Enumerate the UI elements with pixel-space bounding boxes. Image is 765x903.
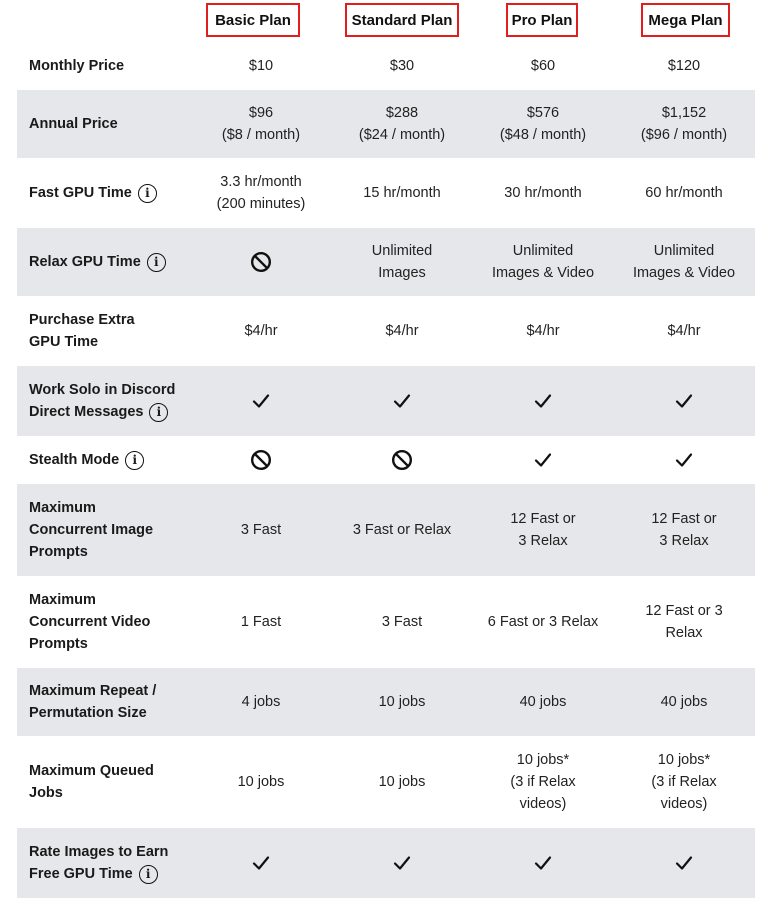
cell-basic: 3.3 hr/month (200 minutes) [216,174,306,212]
checkmark-icon [191,852,331,874]
cell-standard: 10 jobs [378,774,426,790]
row-label-text: Prompts [29,636,88,652]
info-icon[interactable]: i [125,451,144,470]
row-label-text: Prompts [29,544,88,560]
row-label-text: Permutation Size [29,705,147,721]
cell-pro: $576 ($48 / month) [499,105,587,143]
cell-standard: 3 Fast or Relax [352,522,452,538]
table-row [17,576,755,668]
table-row [17,668,755,736]
cell-standard: $4/hr [385,323,419,339]
row-label-text: Jobs [29,785,63,801]
row-label-text: Free GPU Time [29,866,133,882]
row-label-text: Maximum Queued [29,763,154,779]
row-label-text: GPU Time [29,334,99,350]
table-row [17,736,755,828]
info-icon[interactable]: i [138,184,157,203]
cell-pro: $60 [530,58,556,74]
cell-pro: 30 hr/month [504,185,582,201]
row-label-text: Maximum Repeat / [29,683,157,699]
plan-header-row [0,0,765,42]
row-label-text: Stealth Mode [29,452,120,468]
cell-mega: $120 [667,58,701,74]
checkmark-icon [332,852,472,874]
row-label-text: Work Solo in Discord [29,382,176,398]
row-label-text: Relax GPU Time [29,254,141,270]
cell-basic: 1 Fast [240,614,282,630]
table-row [17,90,755,158]
row-label-text: Concurrent Video [29,614,151,630]
info-icon[interactable]: i [147,253,166,272]
checkmark-icon [191,390,331,412]
cell-basic: 3 Fast [240,522,282,538]
row-label [29,497,199,563]
cell-pro: Unlimited Images & Video [491,243,595,281]
cell-basic: $4/hr [244,323,278,339]
row-label [29,113,199,135]
row-label [29,760,199,804]
checkmark-icon [473,449,613,471]
checkmark-icon [614,852,754,874]
plan-header-standard: Standard Plan [345,3,459,37]
cell-mega: $4/hr [667,323,701,339]
row-label [29,680,199,724]
cell-basic: $96 ($8 / month) [221,105,301,143]
table-row [17,828,755,898]
row-label-text: Rate Images to Earn [29,844,169,860]
cell-standard: $30 [389,58,415,74]
cell-basic: 10 jobs [237,774,285,790]
row-label-text: Concurrent Image [29,522,154,538]
cell-mega: 12 Fast or 3 Relax [645,603,723,641]
row-label-text: Maximum [29,500,96,516]
prohibited-icon [332,449,472,471]
checkmark-icon [332,390,472,412]
cell-standard: $288 ($24 / month) [358,105,446,143]
row-label [29,449,199,471]
info-icon[interactable]: i [149,403,168,422]
info-icon[interactable]: i [139,865,158,884]
row-label-text: Fast GPU Time [29,185,132,201]
cell-mega: 12 Fast or 3 Relax [651,511,717,549]
checkmark-icon [473,390,613,412]
row-label [29,841,199,885]
cell-basic: 4 jobs [241,694,281,710]
cell-mega: 40 jobs [660,694,708,710]
cell-standard: 3 Fast [381,614,423,630]
cell-mega: Unlimited Images & Video [632,243,736,281]
cell-pro: 6 Fast or 3 Relax [487,614,599,630]
row-label [29,251,199,273]
row-label-text: Maximum [29,592,96,608]
row-label-text: Monthly Price [29,58,125,74]
cell-pro: 10 jobs* (3 if Relax videos) [510,752,576,812]
plan-header-mega: Mega Plan [641,3,730,37]
row-label-text: Purchase Extra [29,312,135,328]
cell-basic: $10 [248,58,274,74]
table-row [17,42,755,90]
row-label [29,309,199,353]
cell-pro: 12 Fast or 3 Relax [510,511,576,549]
row-label [29,55,199,77]
cell-standard: 15 hr/month [363,185,441,201]
cell-standard: Unlimited Images [371,243,433,281]
plan-header-pro: Pro Plan [506,3,578,37]
prohibited-icon [191,251,331,273]
row-label-text: Direct Messages [29,404,144,420]
cell-mega: 10 jobs* (3 if Relax videos) [651,752,717,812]
table-row [17,484,755,576]
prohibited-icon [191,449,331,471]
table-row [17,366,755,436]
cell-mega: 60 hr/month [645,185,723,201]
row-label [29,379,199,423]
row-label [29,589,199,655]
table-row [17,296,755,366]
cell-standard: 10 jobs [378,694,426,710]
checkmark-icon [473,852,613,874]
cell-pro: 40 jobs [519,694,567,710]
table-row [17,228,755,296]
row-label-text: Annual Price [29,116,118,132]
row-label [29,182,199,204]
cell-pro: $4/hr [526,323,560,339]
checkmark-icon [614,449,754,471]
cell-mega: $1,152 ($96 / month) [640,105,728,143]
plan-header-basic: Basic Plan [206,3,300,37]
table-row [17,436,755,484]
checkmark-icon [614,390,754,412]
table-row [17,158,755,228]
